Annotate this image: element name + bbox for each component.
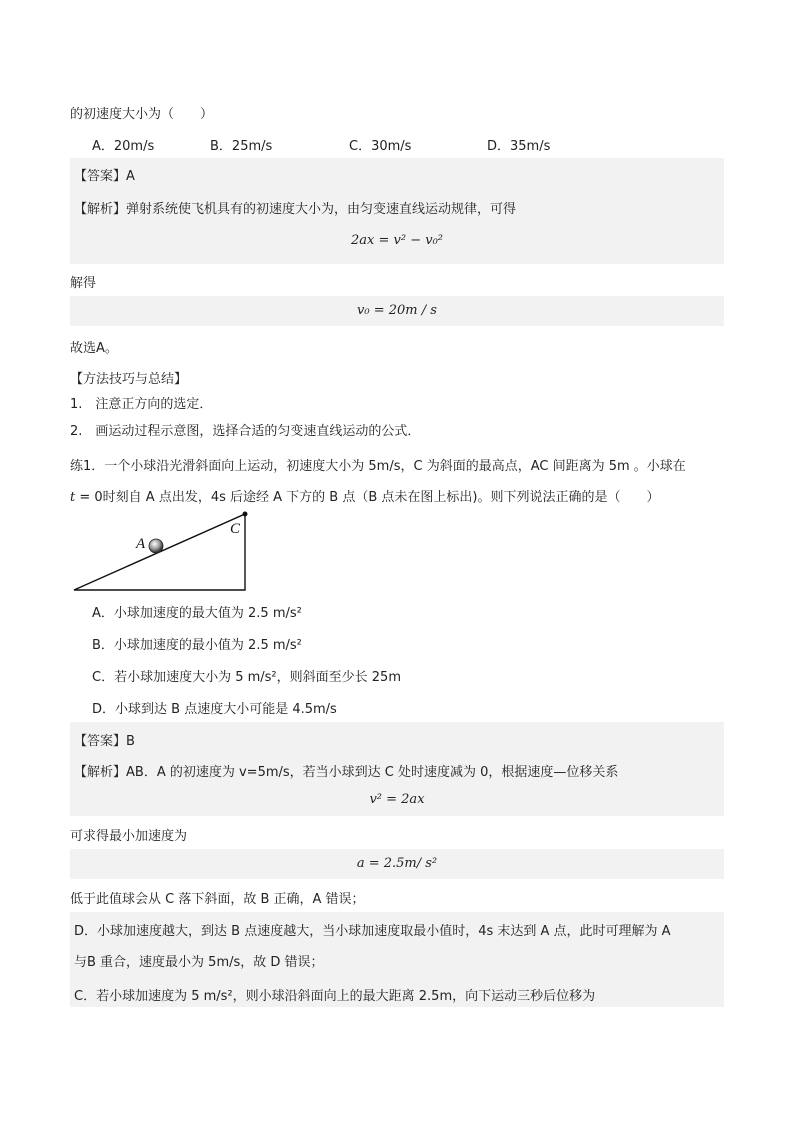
analysis-line [74, 761, 618, 780]
equation: a = 2.5m/ s² [356, 856, 438, 871]
analysis-text: C．若小球加速度为 5 m/s²，则小球沿斜面向上的最大距离 2.5m，向下运动三秒后位移为 [74, 989, 596, 1004]
choice-text: 故选A。 [70, 341, 118, 356]
analysis-label: 【解析】 [74, 202, 127, 217]
exercise-text [70, 486, 659, 505]
equation: v₀ = 20m / s [357, 303, 437, 318]
answer-value: A [126, 169, 135, 184]
option-b: B．25m/s [210, 139, 273, 154]
question-text: 的初速度大小为（ ） [70, 107, 214, 122]
equation-left: 2ax [350, 233, 375, 248]
option-a: A．20m/s [92, 139, 155, 154]
answer-value: B [126, 734, 135, 749]
answer-label: 【答案】 [74, 169, 127, 184]
option-a: A．小球加速度的最大值为 2.5 m/s² [92, 606, 302, 621]
incline-figure [70, 508, 255, 594]
equation: 2ax = v² − v₀² [350, 233, 443, 248]
analysis-text: AB．A 的初速度为 v=5m/s，若当小球到达 C 处时速度减为 0，根据速度—位移关系 [126, 765, 619, 780]
exercise-text-rest: = 0时刻自 A 点出发，4s 后途经 A 下方的 B 点（B 点未在图上标出)。则下列说法正确的是（ ） [75, 490, 660, 505]
analysis-text: 低于此值球会从 C 落下斜面，故 B 正确，A 错误； [70, 892, 365, 907]
time-variable: t [70, 490, 76, 505]
point-c-marker [243, 512, 248, 517]
option-d: D．35m/s [487, 139, 551, 154]
answer-line [74, 730, 135, 749]
analysis-label: 【解析】 [74, 765, 127, 780]
option-c: C．若小球加速度大小为 5 m/s²，则斜面至少长 25m [92, 670, 401, 685]
label-c: C [230, 521, 241, 537]
answer-line [74, 165, 135, 184]
analysis-text: 与B 重合，速度最小为 5m/s，故 D 错误； [74, 955, 324, 970]
equation: v² = 2ax [369, 792, 425, 807]
equation-right: v² − v₀² [393, 233, 443, 248]
solve-label: 解得 [70, 276, 97, 291]
ball [149, 539, 163, 553]
option-b: B．小球加速度的最小值为 2.5 m/s² [92, 638, 302, 653]
option-d: D．小球到达 B 点速度大小可能是 4.5m/s [92, 702, 337, 717]
answer-label: 【答案】 [74, 734, 127, 749]
method-item: 2. 画运动过程示意图，选择合适的匀变速直线运动的公式． [70, 424, 421, 439]
label-a: A [136, 536, 146, 552]
analysis-line [74, 198, 516, 217]
analysis-text: 弹射系统使飞机具有的初速度大小为，由匀变速直线运动规律，可得 [126, 202, 517, 217]
analysis-text: 可求得最小加速度为 [70, 829, 188, 844]
option-c: C．30m/s [349, 139, 412, 154]
method-item: 1. 注意正方向的选定． [70, 397, 213, 412]
method-title: 【方法技巧与总结】 [70, 372, 188, 387]
exercise-text: 练1．一个小球沿光滑斜面向上运动，初速度大小为 5m/s，C 为斜面的最高点，AC 间距离为 5m 。小球在 [70, 459, 686, 474]
analysis-text: D．小球加速度越大，到达 B 点速度越大，当小球加速度取最小值时，4s 末达到 A 点，此时可理解为 A [74, 924, 671, 939]
